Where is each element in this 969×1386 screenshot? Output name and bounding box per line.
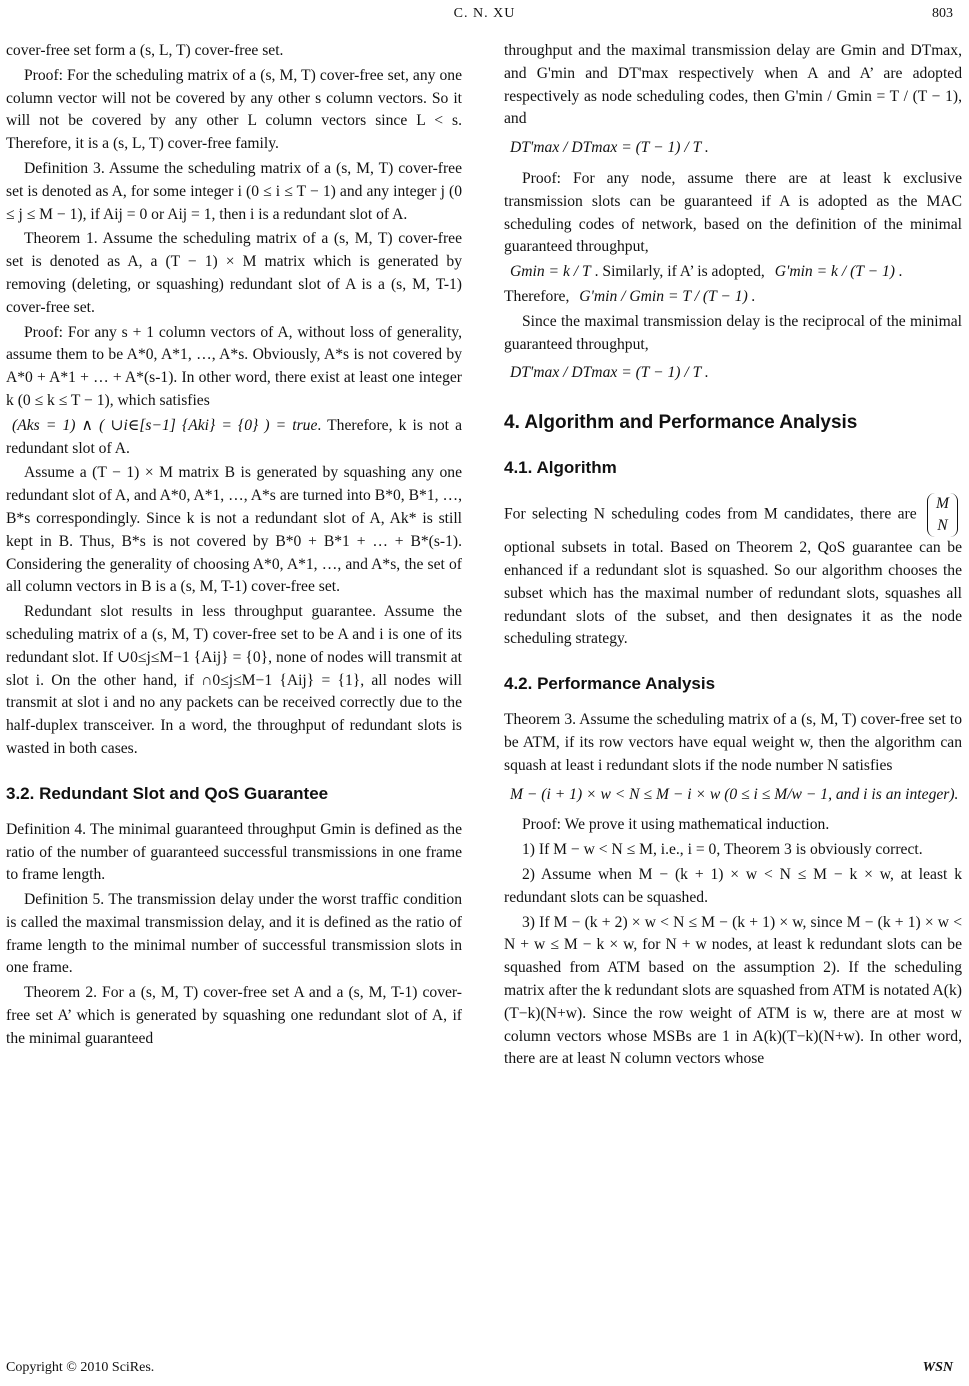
equation: G'min / Gmin = T / (T − 1) . bbox=[579, 287, 756, 305]
binomial-top: M bbox=[936, 495, 949, 513]
section-heading: 4. Algorithm and Performance Analysis bbox=[504, 412, 858, 434]
definition-4: Definition 4. The minimal guaranteed throughput Gmin is defined as the ratio of the number of guaranteed successful transmissions in one frame to frame length. bbox=[6, 820, 462, 884]
equation-text: . Similarly, if A’ is adopted, bbox=[594, 263, 765, 281]
equation: Gmin = k / T bbox=[510, 263, 591, 281]
equation: DT'max / DTmax = (T − 1) / T . bbox=[510, 139, 709, 157]
equation-line bbox=[504, 261, 962, 284]
left-column bbox=[6, 40, 462, 1053]
equation-tail: . Therefore, k is not a redundant slot of A. bbox=[6, 416, 462, 457]
copyright-notice: Copyright © 2010 SciRes. bbox=[6, 1360, 155, 1375]
paragraph: Proof: For any s + 1 column vectors of A, without loss of generality, assume them to be A*0, A*1, …, A*s. Obviously, A*s is not covered by A*0 + A*1 + … + A*(s-1). In other word, there exist at least one integer k (0 ≤ k ≤ T − 1), which satisfies bbox=[6, 323, 462, 409]
paragraph-text: For selecting N scheduling codes from M candidates, there are bbox=[504, 505, 917, 523]
section-heading: 3.2. Redundant Slot and QoS Guarantee bbox=[6, 783, 329, 803]
equation: (Aks = 1) ∧ ( ∪i∈[s−1] {Aki} = {0} ) = true bbox=[12, 416, 318, 434]
paragraph: cover-free set form a (s, L, T) cover-free set. bbox=[6, 42, 284, 59]
equation-line bbox=[6, 415, 462, 461]
paragraph: throughput and the maximal transmission delay are Gmin and DTmax, and G'min and DT'max respectively when A and A’ are adopted respectively as node scheduling codes, then G'min / Gmin = T / (T − 1), and bbox=[504, 42, 962, 128]
binomial-coefficient bbox=[927, 493, 958, 537]
paragraph: 1) If M − w < N ≤ M, i.e., i = 0, Theorem 3 is obviously correct. bbox=[522, 841, 923, 859]
paragraph: 3) If M − (k + 2) × w < N ≤ M − (k + 1) × w, since M − (k + 1) × w < N + w ≤ M − k × w, for N + w nodes, at least k redundant slots can be squashed from ATM based on the assumption 2). If the scheduling matrix after the k redundant slots are squashed from ATM is notated A(k)(T−k)(N+w). Since the row weight of ATM is w, there are at most w column vectors whose MSBs are 1 in A(k)(T−k)(N+w). In other word, there are at least N column vectors whose bbox=[504, 913, 962, 1068]
equation-lead: Therefore, bbox=[504, 287, 570, 305]
right-column bbox=[504, 40, 962, 1073]
paragraph: Since the maximal transmission delay is the reciprocal of the minimal guaranteed throughput, bbox=[504, 312, 962, 353]
running-header bbox=[0, 6, 969, 26]
running-header-authors: C. N. XU bbox=[453, 6, 516, 21]
definition-5: Definition 5. The transmission delay under the worst traffic condition is called the maximal transmission delay, and it is defined as the ratio of frame length to the minimal number of successful transmission slots in one frame. bbox=[6, 891, 462, 977]
equation: DT'max / DTmax = (T − 1) / T . bbox=[510, 364, 709, 382]
paragraph bbox=[504, 493, 962, 651]
equation: M − (i + 1) × w < N ≤ M − i × w (0 ≤ i ≤ M/w − 1, and i is an integer). bbox=[510, 785, 959, 803]
paragraph: Assume a (T − 1) × M matrix B is generated by squashing any one redundant slot of A, and A*0, A*1, …, A*s are turned into B*0, B*1, …, B*s correspondingly. Since k is not a redundant slot of A, Ak* is still kept in B. Thus, B*s is not covered by B*0 + B*1 + … + B*(s-1). Considering the generality of choosing A*0, A*1, …, and A*s, the set of all column vectors in B is a (s, M, T-1) cover-free set. bbox=[6, 464, 462, 596]
theorem-1: Theorem 1. Assume the scheduling matrix of a (s, M, T) cover-free set is denoted as A, a (T − 1) × M matrix which is generated by removing (deleting, or squashing) redundant slot of A is a (s, M, T-1) cover-free set. bbox=[6, 230, 462, 316]
page-number: 803 bbox=[932, 6, 953, 21]
subsection-heading: 4.2. Performance Analysis bbox=[504, 674, 716, 694]
page-footer bbox=[0, 1360, 969, 1382]
definition-3: Definition 3. Assume the scheduling matrix of a (s, M, T) cover-free set is denoted as A, for some integer i (0 ≤ i ≤ T − 1) and any integer j (0 ≤ j ≤ M − 1), if Aij = 0 or Aij = 1, then i is a redundant slot of A. bbox=[6, 159, 462, 223]
equation-line bbox=[504, 286, 962, 309]
subsection-heading: 4.1. Algorithm bbox=[504, 458, 617, 478]
theorem-2: Theorem 2. For a (s, M, T) cover-free set A and a (s, M, T-1) cover-free set A’ which is generated by squashing one redundant slot of A, if the minimal guaranteed bbox=[6, 984, 462, 1047]
paragraph: Proof: For the scheduling matrix of a (s, M, T) cover-free set, any one column vector will not be covered by any other s column vectors. So it will not be covered by any other L column vectors since L < s. Therefore, it is a (s, L, T) cover-free family. bbox=[6, 66, 462, 153]
paragraph-text: optional subsets in total. Based on Theorem 2, QoS guarantee can be enhanced if a redundant slot is squashed. So our algorithm chooses the subset which has the maximal number of redundant slots, squashes all redundant slots of the subset, and then designates it as the node scheduling strategy. bbox=[504, 539, 962, 648]
paragraph: Proof: We prove it using mathematical induction. bbox=[522, 816, 830, 834]
binomial-bottom: N bbox=[937, 517, 948, 535]
journal-abbreviation: WSN bbox=[922, 1360, 953, 1375]
theorem-3: Theorem 3. Assume the scheduling matrix of a (s, M, T) cover-free set to be ATM, if its row vectors have equal weight w, then the algorithm can squash at least i redundant slots if the node number N satisfies bbox=[504, 711, 962, 774]
paragraph: Proof: For any node, assume there are at least k exclusive transmission slots can be guaranteed if A is adopted as the MAC scheduling codes of network, based on the definition of the minimal guaranteed throughput, bbox=[504, 169, 962, 256]
equation: G'min = k / (T − 1) . bbox=[774, 263, 903, 281]
paragraph: Redundant slot results in less throughput guarantee. Assume the scheduling matrix of a (s, M, T) cover-free set to be A and i is one of its redundant slot. If ∪0≤j≤M−1 {Aij} = {0}, none of nodes will transmit at slot i. On the other hand, if ∩0≤j≤M−1 {Aij} = {1}, all nodes will transmit at slot i and no any packets can be received correctly due to the half-duplex transceiver. In a word, the throughput of redundant slots is wasted in both cases. bbox=[6, 603, 462, 757]
paragraph: 2) Assume when M − (k + 1) × w < N ≤ M − k × w, at least k redundant slots can be squashed. bbox=[504, 865, 962, 906]
